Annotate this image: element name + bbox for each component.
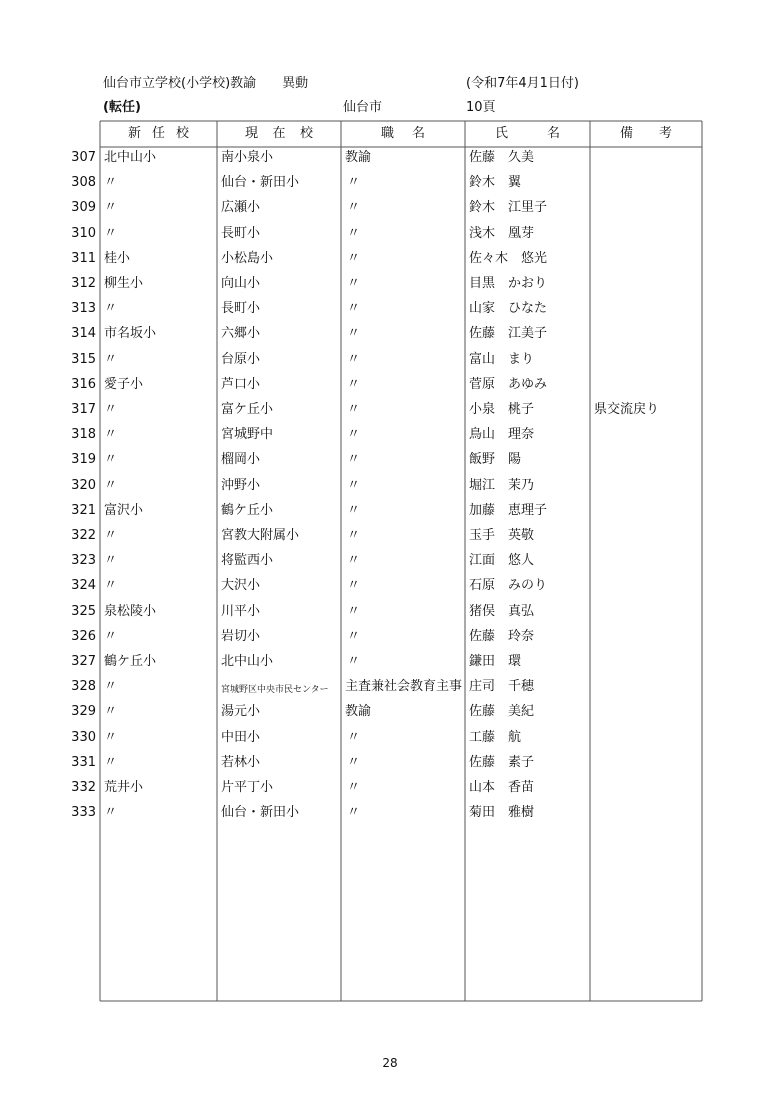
- name-cell: 庄司 千穂: [469, 679, 535, 695]
- position-cell: 〃: [347, 654, 361, 669]
- position-cell: 〃: [347, 276, 361, 291]
- current-school-cell: 南小泉小: [221, 150, 274, 165]
- new-school-cell: 荒井小: [104, 780, 144, 795]
- name-cell: 加藤 恵理子: [469, 502, 548, 518]
- row-number: 325: [71, 603, 96, 619]
- name-cell: 菊田 雅樹: [469, 805, 535, 821]
- current-school-cell: 榴岡小: [221, 452, 261, 468]
- header-position: 職 名: [381, 126, 425, 141]
- current-school-cell: 片平丁小: [221, 780, 274, 795]
- name-cell: 鎌田 環: [469, 654, 522, 669]
- row-number: 332: [71, 780, 96, 795]
- new-school-cell: 富沢小: [104, 502, 144, 518]
- row-number: 328: [71, 679, 96, 695]
- new-school-cell: 愛子小: [104, 376, 144, 392]
- new-school-cell: 市名坂小: [104, 326, 157, 342]
- new-school-cell: 〃: [104, 225, 118, 241]
- current-school-cell: 沖野小: [221, 477, 261, 493]
- position-cell: 主査兼社会教育主事: [345, 679, 463, 695]
- new-school-cell: 〃: [104, 628, 118, 644]
- row-number: 313: [71, 301, 96, 317]
- position-cell: 〃: [347, 225, 361, 241]
- document-title: 仙台市立学校(小学校)教諭 異動: [103, 76, 309, 91]
- new-school-cell: 柳生小: [104, 276, 144, 291]
- name-cell: 堀江 茉乃: [469, 477, 535, 493]
- current-school-cell: 台原小: [221, 351, 261, 367]
- position-cell: 〃: [347, 301, 361, 317]
- position-cell: 〃: [347, 502, 361, 518]
- name-cell: 小泉 桃子: [469, 402, 535, 417]
- position-cell: 〃: [347, 805, 361, 821]
- new-school-cell: 〃: [104, 351, 118, 367]
- current-school-cell: 長町小: [221, 225, 261, 241]
- current-school-cell: 長町小: [221, 301, 261, 317]
- new-school-cell: 〃: [104, 175, 118, 191]
- row-number: 309: [71, 200, 96, 216]
- current-school-cell: 宮教大附属小: [221, 528, 300, 543]
- header-new-school: 新 任 校: [128, 126, 189, 141]
- name-cell: 佐藤 久美: [469, 150, 535, 165]
- new-school-cell: 〃: [104, 528, 118, 543]
- note-cell: 県交流戻り: [594, 402, 660, 417]
- position-cell: 〃: [347, 578, 361, 594]
- page-reference: 10頁: [466, 100, 496, 115]
- current-school-cell: 岩切小: [221, 628, 261, 644]
- name-cell: 佐藤 玲奈: [469, 628, 535, 644]
- new-school-cell: 〃: [104, 427, 118, 443]
- effective-date: (令和7年4月1日付): [466, 76, 579, 91]
- new-school-cell: 北中山小: [104, 150, 157, 165]
- name-cell: 富山 まり: [469, 351, 535, 367]
- new-school-cell: 〃: [104, 729, 118, 745]
- name-cell: 山本 香苗: [469, 780, 535, 795]
- row-number: 327: [71, 654, 96, 669]
- position-cell: 〃: [347, 553, 361, 569]
- row-number: 311: [71, 250, 96, 266]
- row-number: 310: [71, 225, 96, 241]
- current-school-cell: 将監西小: [221, 553, 274, 569]
- row-number: 331: [71, 754, 96, 770]
- new-school-cell: 〃: [104, 301, 118, 317]
- current-school-cell: 湯元小: [221, 704, 261, 720]
- row-number: 329: [71, 704, 96, 720]
- name-cell: 飯野 陽: [469, 452, 522, 468]
- new-school-cell: 〃: [104, 704, 118, 720]
- section-label: (転任): [103, 100, 141, 115]
- position-cell: 〃: [347, 402, 361, 417]
- row-number: 308: [71, 175, 96, 191]
- name-cell: 鈴木 翼: [469, 175, 522, 191]
- name-cell: 山家 ひなた: [469, 301, 548, 317]
- position-cell: 〃: [347, 376, 361, 392]
- position-cell: 〃: [347, 326, 361, 342]
- page-number: 28: [382, 1056, 398, 1070]
- current-school-cell: 小松島小: [221, 250, 274, 266]
- current-school-cell: 宮城野区中央市民センター: [221, 685, 329, 696]
- name-cell: 佐藤 江美子: [469, 326, 548, 342]
- current-school-cell: 鶴ケ丘小: [221, 502, 274, 518]
- name-cell: 目黒 かおり: [469, 276, 548, 291]
- position-cell: 〃: [347, 780, 361, 795]
- current-school-cell: 芦口小: [221, 376, 261, 392]
- position-cell: 〃: [347, 452, 361, 468]
- city-label: 仙台市: [343, 100, 383, 115]
- name-cell: 工藤 航: [469, 729, 522, 745]
- current-school-cell: 宮城野中: [221, 427, 274, 443]
- position-cell: 〃: [347, 603, 361, 619]
- current-school-cell: 北中山小: [221, 654, 274, 669]
- position-cell: 教諭: [345, 704, 372, 720]
- position-cell: 〃: [347, 175, 361, 191]
- row-number: 312: [71, 276, 96, 291]
- new-school-cell: 〃: [104, 754, 118, 770]
- position-cell: 教諭: [345, 150, 372, 165]
- row-number: 321: [71, 502, 96, 518]
- row-number: 324: [71, 578, 96, 594]
- name-cell: 猪俣 真弘: [469, 603, 535, 619]
- new-school-cell: 〃: [104, 477, 118, 493]
- new-school-cell: 〃: [104, 805, 118, 821]
- row-number: 315: [71, 351, 96, 367]
- name-cell: 菅原 あゆみ: [469, 376, 548, 392]
- name-cell: 玉手 英敬: [469, 528, 535, 543]
- current-school-cell: 広瀬小: [221, 200, 261, 216]
- new-school-cell: 〃: [104, 578, 118, 594]
- current-school-cell: 仙台・新田小: [221, 175, 300, 191]
- row-number: 319: [71, 452, 96, 468]
- position-cell: 〃: [347, 351, 361, 367]
- new-school-cell: 泉松陵小: [104, 603, 157, 619]
- new-school-cell: 〃: [104, 553, 118, 569]
- new-school-cell: 〃: [104, 452, 118, 468]
- current-school-cell: 若林小: [221, 754, 261, 770]
- header-current-school: 現 在 校: [245, 126, 313, 141]
- row-number: 316: [71, 376, 96, 392]
- new-school-cell: 鶴ケ丘小: [104, 654, 157, 669]
- row-number: 307: [71, 150, 96, 165]
- name-cell: 江面 悠人: [469, 553, 535, 569]
- position-cell: 〃: [347, 250, 361, 266]
- new-school-cell: 〃: [104, 402, 118, 417]
- current-school-cell: 向山小: [221, 276, 261, 291]
- position-cell: 〃: [347, 200, 361, 216]
- current-school-cell: 六郷小: [221, 326, 261, 342]
- row-number: 317: [71, 402, 96, 417]
- current-school-cell: 仙台・新田小: [221, 805, 300, 821]
- header-note: 備 考: [620, 126, 672, 141]
- position-cell: 〃: [347, 628, 361, 644]
- position-cell: 〃: [347, 754, 361, 770]
- row-number: 320: [71, 477, 96, 493]
- name-cell: 石原 みのり: [469, 578, 548, 594]
- new-school-cell: 桂小: [104, 250, 131, 266]
- name-cell: 佐々木 悠光: [469, 250, 548, 266]
- new-school-cell: 〃: [104, 679, 118, 695]
- row-number: 314: [71, 326, 96, 342]
- header-name: 氏 名: [495, 126, 560, 141]
- current-school-cell: 中田小: [221, 729, 261, 745]
- position-cell: 〃: [347, 729, 361, 745]
- position-cell: 〃: [347, 427, 361, 443]
- new-school-cell: 〃: [104, 200, 118, 216]
- row-number: 322: [71, 528, 96, 543]
- current-school-cell: 大沢小: [221, 578, 261, 594]
- position-cell: 〃: [347, 528, 361, 543]
- name-cell: 鈴木 江里子: [469, 200, 548, 216]
- name-cell: 浅木 凰芽: [469, 225, 535, 241]
- row-number: 326: [71, 628, 96, 644]
- row-number: 323: [71, 553, 96, 569]
- name-cell: 佐藤 美紀: [469, 704, 535, 720]
- position-cell: 〃: [347, 477, 361, 493]
- name-cell: 鳥山 理奈: [469, 427, 535, 443]
- row-number: 318: [71, 427, 96, 443]
- current-school-cell: 富ケ丘小: [221, 402, 274, 417]
- row-number: 333: [71, 805, 96, 821]
- name-cell: 佐藤 素子: [469, 754, 535, 770]
- current-school-cell: 川平小: [221, 603, 261, 619]
- row-number: 330: [71, 729, 96, 745]
